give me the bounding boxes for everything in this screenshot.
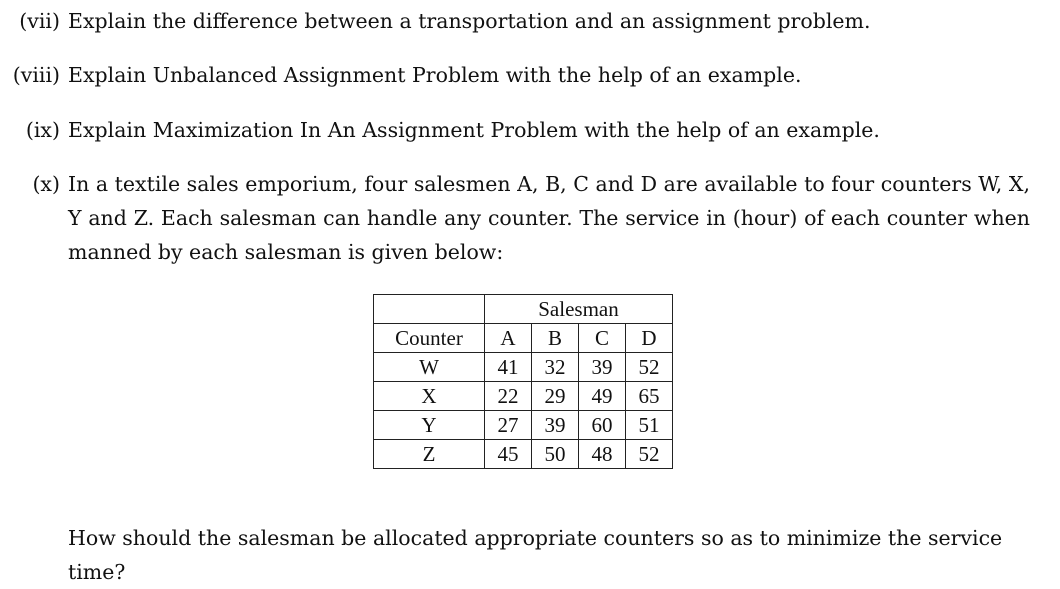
service-time-table-wrap [373,294,673,469]
question-x-number: (x) [32,172,60,196]
table-cell: 51 [626,411,673,440]
row-label-x: X [374,382,485,411]
question-ix-text: Explain Maximization In An Assignment Problem with the help of an example. [68,118,880,142]
row-label-z: Z [374,440,485,469]
column-header-d: D [626,324,673,353]
table-cell: 52 [626,440,673,469]
table-cell: 49 [579,382,626,411]
table-cell: 39 [532,411,579,440]
closing-question: How should the salesman be allocated appropriate counters so as to minimize the service time? [68,526,1003,584]
table-cell: 22 [485,382,532,411]
salesman-group-header: Salesman [485,295,673,324]
table-row [374,440,673,469]
column-header-c: C [579,324,626,353]
question-ix-number: (ix) [25,118,60,142]
table-cell: 48 [579,440,626,469]
table-cell: 32 [532,353,579,382]
question-x [0,167,1040,277]
table-row [374,411,673,440]
table-group-header-row [374,295,673,324]
table-cell: 29 [532,382,579,411]
question-vii-number: (vii) [19,9,60,33]
table-row [374,353,673,382]
table-cell: 45 [485,440,532,469]
table-cell: 27 [485,411,532,440]
table-row [374,382,673,411]
question-x-text: In a textile sales emporium, four salesmen A, B, C and D are available to four counters W, X, Y and Z. Each salesman can handle any counter. The service in (hour) of each counter when manned by each salesman is given below: [68,172,1030,264]
column-header-b: B [532,324,579,353]
table-cell: 65 [626,382,673,411]
table-cell: 60 [579,411,626,440]
row-label-w: W [374,353,485,382]
table-cell: 50 [532,440,579,469]
question-viii-text: Explain Unbalanced Assignment Problem with the help of an example. [68,63,802,87]
row-label-y: Y [374,411,485,440]
column-header-a: A [485,324,532,353]
table-corner-cell [374,295,485,324]
counter-header: Counter [374,324,485,353]
table-cell: 41 [485,353,532,382]
table-cell: 39 [579,353,626,382]
question-viii-number: (viii) [12,63,60,87]
question-vii-text: Explain the difference between a transportation and an assignment problem. [68,9,871,33]
service-time-table [373,294,673,469]
table-cell: 52 [626,353,673,382]
table-header-row [374,324,673,353]
